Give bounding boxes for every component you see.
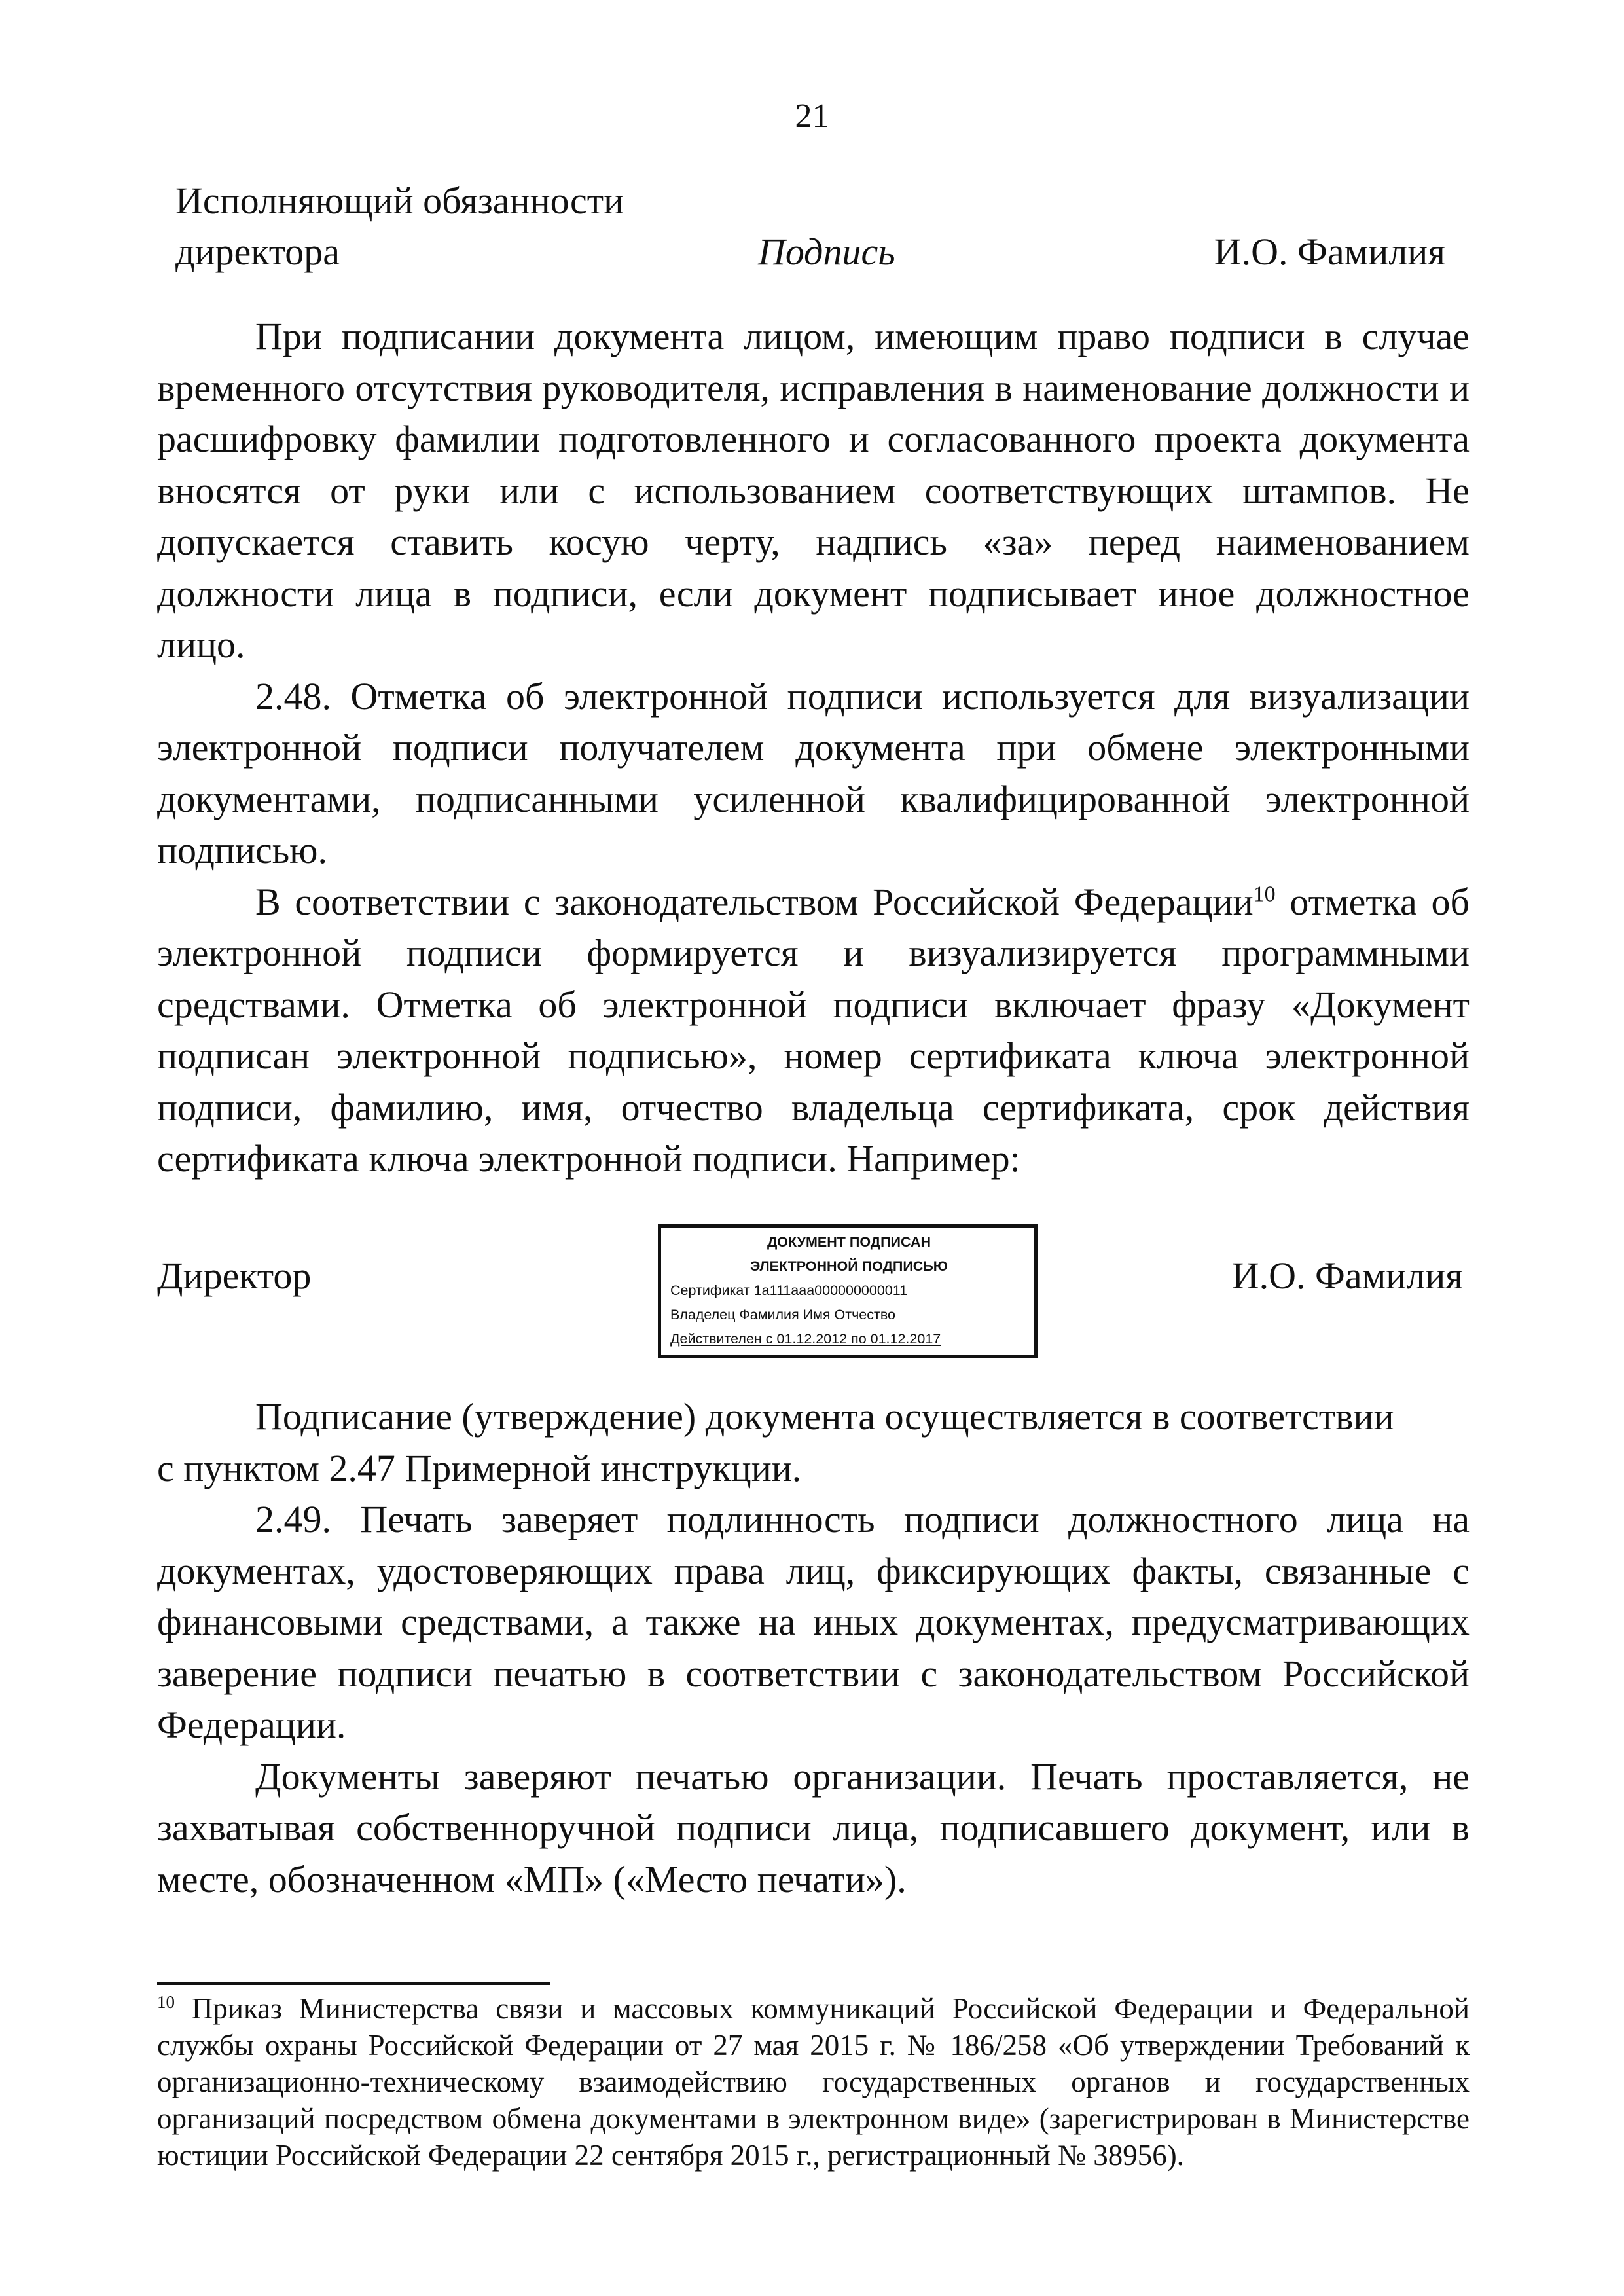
paragraph-legislation-rest: отметка об электронной подписи формируется и визуализируется программными средствами. Отметка об электронной подписи включает фразу «Документ подписан электронной подписью», номер сертификата ключа электронной подписи, фамилию, имя, отчество владельца сертификата, срок действия сертификата ключа электронной подписи. Например:	[157, 880, 1470, 1180]
electronic-signature-stamp	[658, 1224, 1038, 1358]
paragraph-seal: Документы заверяют печатью организации. Печать проставляется, не захватывая собственноручной подписи лица, подписавшего документ, или в месте, обозначенном «МП» («Место печати»).	[157, 1755, 1470, 1901]
signer-position-line1: Исполняющий обязанности	[175, 179, 624, 222]
body-text-lower	[157, 1391, 1470, 1905]
stamp-owner: Владелец Фамилия Имя Отчество	[670, 1307, 895, 1322]
example-name: И.О. Фамилия	[1231, 1254, 1463, 1297]
signer-position-line2: директора	[175, 230, 340, 273]
footnote	[157, 1990, 1470, 2174]
body-text-upper	[157, 311, 1470, 1185]
signature-placeholder: Подпись	[758, 230, 895, 273]
paragraph-2-49: 2.49. Печать заверяет подлинность подписи должностного лица на документах, удостоверяющих права лиц, фиксирующих факты, связанные с финансовыми средствами, а также на иных документах, предусматривающих заверение подписи печатью в соответствии с законодательством Российской Федерации.	[157, 1498, 1470, 1746]
stamp-heading-line1: ДОКУМЕНТ ПОДПИСАН	[767, 1234, 931, 1250]
footnote-separator	[157, 1982, 550, 1985]
paragraph-approval: Подписание (утверждение) документа осуществляется в соответствии	[255, 1395, 1394, 1438]
signature-example	[157, 1224, 1470, 1381]
signer-position	[175, 175, 765, 278]
stamp-certificate: Сертификат 1a111aaa000000000011	[670, 1283, 908, 1298]
footnote-text: Приказ Министерства связи и массовых коммуникаций Российской Федерации и Федеральной службы охраны Российской Федерации от 27 мая 2015 г. № 186/258 «Об утверждении Требований к организационно-техническому взаимодействию государственных органов и государственных организаций посредством обмена документами в электронном виде» (зарегистрирован в Министерстве юстиции Российской Федерации 22 сентября 2015 г., регистрационный № 38956).	[157, 1992, 1470, 2172]
page-number: 21	[795, 98, 829, 135]
footnote-reference: 10	[1253, 882, 1276, 907]
paragraph-signing-absence: При подписании документа лицом, имеющим право подписи в случае временного отсутствия руководителя, исправления в наименование должности и расшифровку фамилии подготовленного и согласованного проекта документа вносятся от руки или с использованием соответствующих штампов. Не допускается ставить косую черту, надпись «за» перед наименованием должности лица в подписи, если документ подписывает иное должностное лицо.	[157, 315, 1470, 666]
example-position: Директор	[157, 1254, 312, 1297]
paragraph-legislation	[157, 877, 1470, 1185]
paragraph-approval-cont: с пунктом 2.47 Примерной инструкции.	[157, 1446, 802, 1489]
paragraph-legislation-start: В соответствии с законодательством Российской Федерации	[255, 880, 1254, 923]
stamp-heading-line2: ЭЛЕКТРОННОЙ ПОДПИСЬЮ	[750, 1258, 948, 1274]
stamp-validity: Действителен с 01.12.2012 по 01.12.2017	[670, 1331, 941, 1347]
signer-name: И.О. Фамилия	[1214, 230, 1445, 273]
signature-block	[175, 175, 1445, 274]
footnote-number: 10	[157, 1992, 175, 2012]
paragraph-2-48: 2.48. Отметка об электронной подписи используется для визуализации электронной подписи получателем документа при обмене электронными документами, подписанными усиленной квалифицированной электронной подписью.	[157, 674, 1470, 871]
